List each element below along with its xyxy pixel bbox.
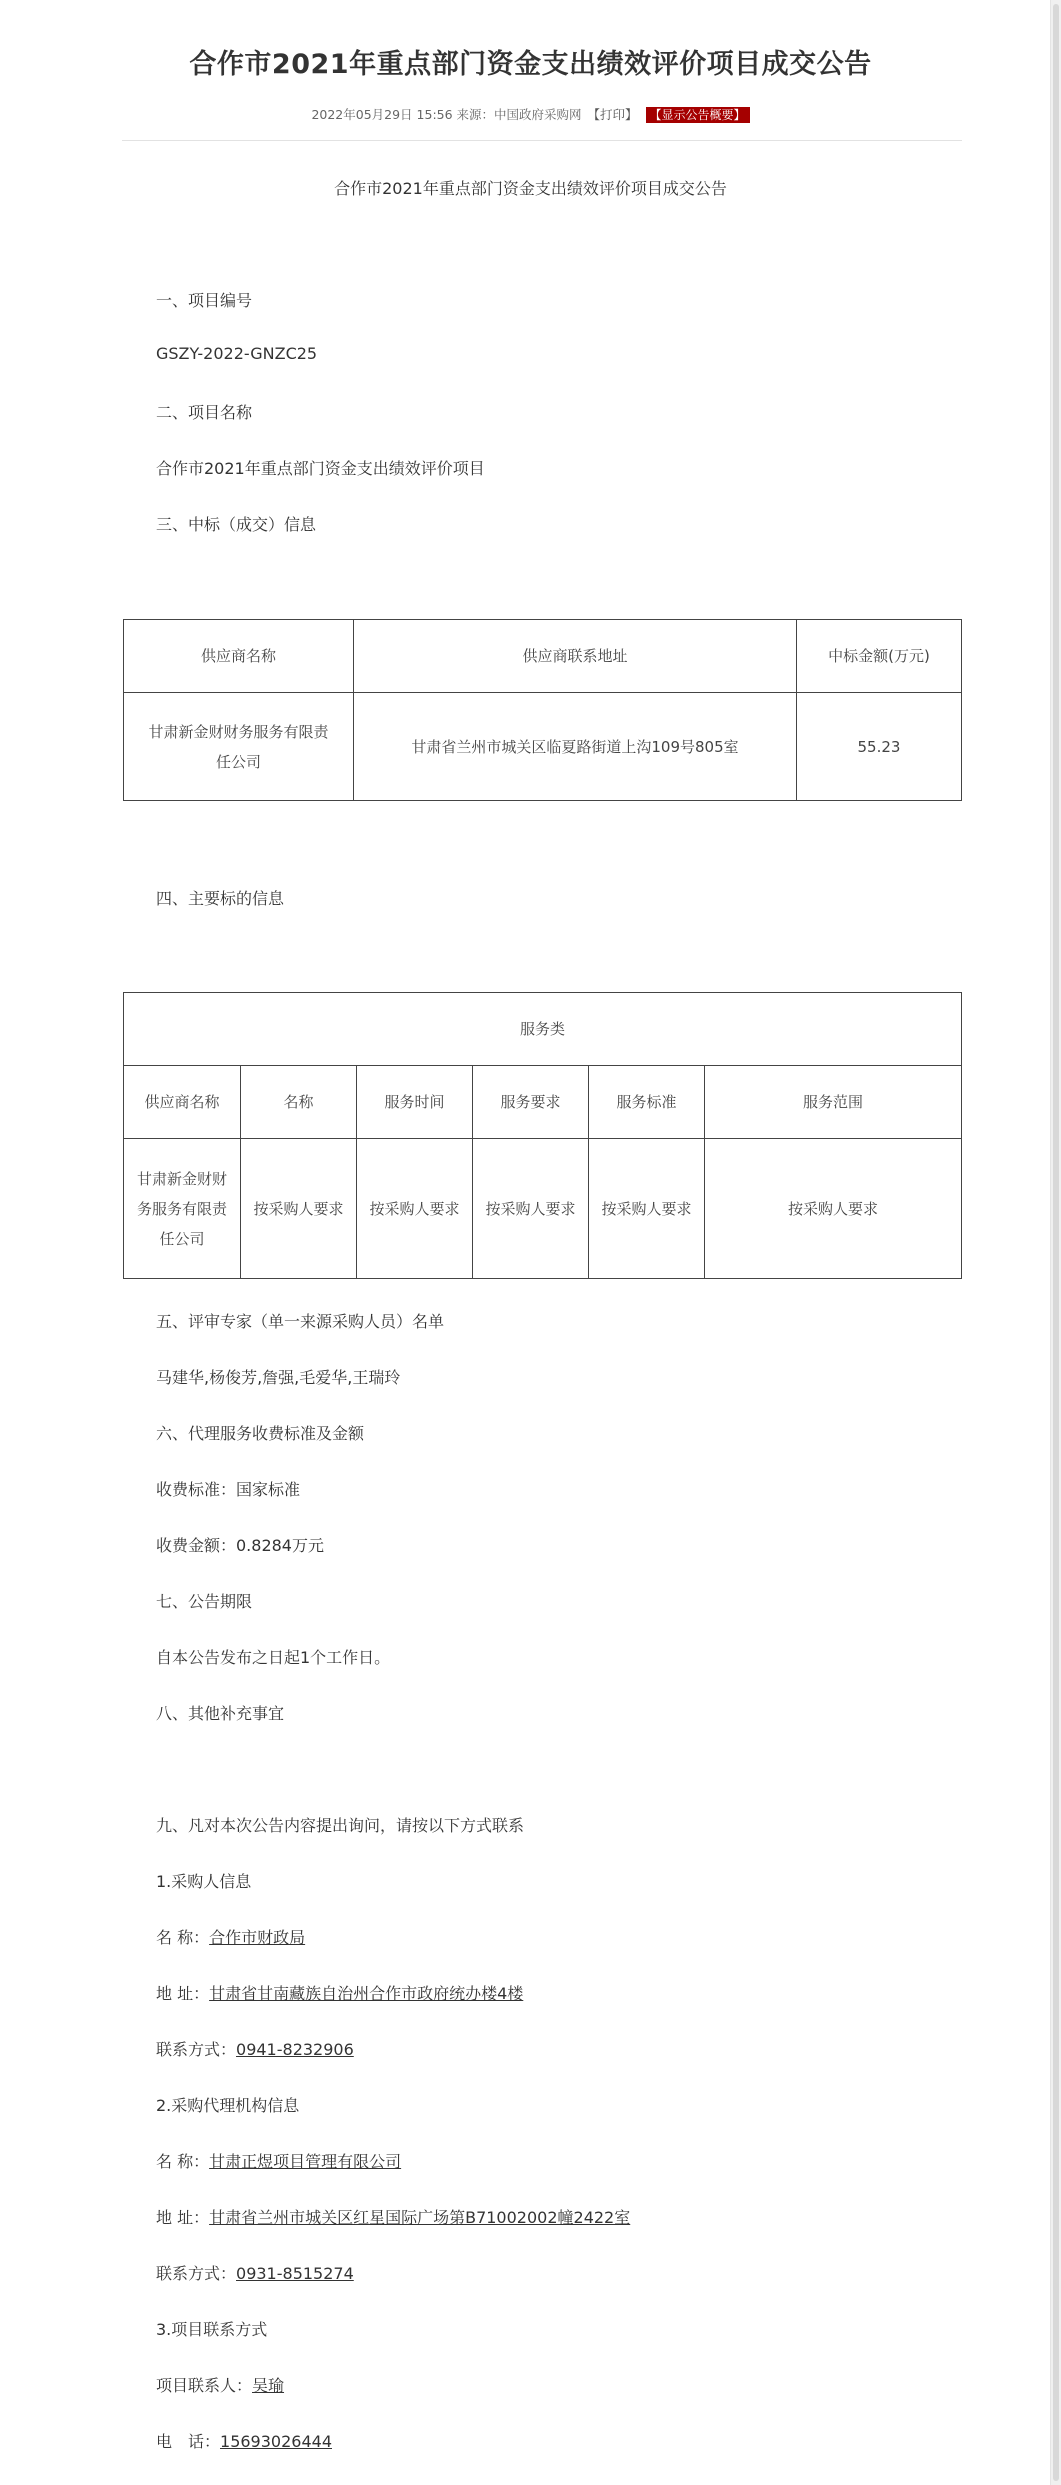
agency-address: 甘肃省兰州市城关区红星国际广场第B71002002幢2422室 xyxy=(209,2208,631,2227)
purchaser-name: 合作市财政局 xyxy=(209,1928,306,1947)
supplier-address-cell: 甘肃省兰州市城关区临夏路街道上沟109号805室 xyxy=(354,693,797,801)
service-table xyxy=(123,992,962,1279)
field-label: 联系方式： xyxy=(156,2264,237,2283)
project-phone-row xyxy=(156,2429,332,2452)
supplier-name-cell xyxy=(124,1139,241,1279)
table-header-cell: 服务要求 xyxy=(473,1066,589,1139)
header-divider xyxy=(122,140,962,141)
fee-standard: 收费标准：国家标准 xyxy=(156,1480,301,1499)
fee-amount: 收费金额：0.8284万元 xyxy=(156,1536,324,1555)
service-requirement-cell: 按采购人要求 xyxy=(473,1139,589,1279)
section-2-heading: 二、项目名称 xyxy=(156,403,253,422)
section-3-heading: 三、中标（成交）信息 xyxy=(156,515,317,534)
page-title: 合作市2021年重点部门资金支出绩效评价项目成交公告 xyxy=(189,49,872,80)
section-9-heading: 九、凡对本次公告内容提出询问，请按以下方式联系 xyxy=(156,1816,525,1835)
section-8-heading: 八、其他补充事宜 xyxy=(156,1704,285,1723)
service-time-cell: 按采购人要求 xyxy=(357,1139,473,1279)
award-table xyxy=(123,619,962,801)
field-label: 名 称： xyxy=(156,1928,210,1947)
section-6-heading: 六、代理服务收费标准及金额 xyxy=(156,1424,365,1443)
service-standard-cell: 按采购人要求 xyxy=(589,1139,705,1279)
supplier-name-line: 甘肃新金财财 xyxy=(136,1169,227,1188)
print-link[interactable]: 【打印】 xyxy=(587,107,638,122)
service-scope-cell: 按采购人要求 xyxy=(705,1139,962,1279)
notice-period: 自本公告发布之日起1个工作日。 xyxy=(156,1648,391,1667)
purchaser-address: 甘肃省甘南藏族自治州合作市政府统办楼4楼 xyxy=(209,1984,524,2003)
project-contact-heading: 3.项目联系方式 xyxy=(156,2320,268,2339)
service-category-cell: 服务类 xyxy=(124,993,962,1066)
table-row xyxy=(124,1139,962,1279)
agency-phone: 0931-8515274 xyxy=(236,2264,354,2283)
project-number: GSZY-2022-GNZC25 xyxy=(156,344,318,363)
project-person: 吴瑜 xyxy=(252,2376,285,2395)
project-person-row xyxy=(156,2373,284,2396)
announcement-subtitle: 合作市2021年重点部门资金支出绩效评价项目成交公告 xyxy=(334,179,727,198)
purchaser-name-row xyxy=(156,1925,305,1948)
agency-heading: 2.采购代理机构信息 xyxy=(156,2096,300,2115)
agency-address-row xyxy=(156,2205,630,2228)
table-header-cell: 供应商名称 xyxy=(124,1066,241,1139)
table-header-cell: 中标金额(万元) xyxy=(797,620,962,693)
supplier-name-cell xyxy=(124,693,354,801)
table-row xyxy=(124,693,962,801)
supplier-name-line: 任公司 xyxy=(159,1229,205,1248)
section-7-heading: 七、公告期限 xyxy=(156,1592,253,1611)
show-summary-button[interactable]: 【显示公告概要】 xyxy=(646,107,750,123)
purchaser-heading: 1.采购人信息 xyxy=(156,1872,252,1891)
project-name: 合作市2021年重点部门资金支出绩效评价项目 xyxy=(156,459,485,478)
agency-phone-row xyxy=(156,2261,354,2284)
article-meta xyxy=(0,105,1061,123)
purchaser-address-row xyxy=(156,1981,523,2004)
table-header-cell: 供应商联系地址 xyxy=(354,620,797,693)
table-header-cell: 名称 xyxy=(241,1066,357,1139)
field-label: 名 称： xyxy=(156,2152,210,2171)
table-header-cell: 服务标准 xyxy=(589,1066,705,1139)
expert-list: 马建华,杨俊芳,詹强,毛爱华,王瑞玲 xyxy=(156,1368,401,1387)
agency-name: 甘肃正煜项目管理有限公司 xyxy=(209,2152,402,2171)
source-label: 来源：中国政府采购网 xyxy=(456,107,582,122)
table-header-cell: 供应商名称 xyxy=(124,620,354,693)
field-label: 地 址： xyxy=(156,1984,210,2003)
table-header-cell: 服务时间 xyxy=(357,1066,473,1139)
field-label: 项目联系人： xyxy=(156,2376,253,2395)
scrollbar-thumb[interactable] xyxy=(1053,4,1059,2481)
section-1-heading: 一、项目编号 xyxy=(156,291,253,310)
purchaser-phone-row xyxy=(156,2037,354,2060)
table-category-row xyxy=(124,993,962,1066)
table-header-row xyxy=(124,620,962,693)
service-name-cell: 按采购人要求 xyxy=(241,1139,357,1279)
supplier-name-line: 任公司 xyxy=(215,752,261,771)
section-5-heading: 五、评审专家（单一来源采购人员）名单 xyxy=(156,1312,445,1331)
table-header-row xyxy=(124,1066,962,1139)
field-label: 地 址： xyxy=(156,2208,210,2227)
agency-name-row xyxy=(156,2149,401,2172)
award-amount-cell: 55.23 xyxy=(797,693,962,801)
supplier-name-line: 务服务有限责 xyxy=(136,1199,227,1218)
project-phone: 15693026444 xyxy=(220,2432,332,2451)
field-label: 联系方式： xyxy=(156,2040,237,2059)
field-label: 电 话： xyxy=(156,2432,221,2451)
section-4-heading: 四、主要标的信息 xyxy=(156,889,285,908)
supplier-name-line: 甘肃新金财财务服务有限责 xyxy=(148,722,329,741)
table-header-cell: 服务范围 xyxy=(705,1066,962,1139)
publish-datetime: 2022年05月29日 15:56 xyxy=(311,107,453,122)
vertical-scrollbar[interactable] xyxy=(1050,0,1061,2485)
purchaser-phone: 0941-8232906 xyxy=(236,2040,354,2059)
